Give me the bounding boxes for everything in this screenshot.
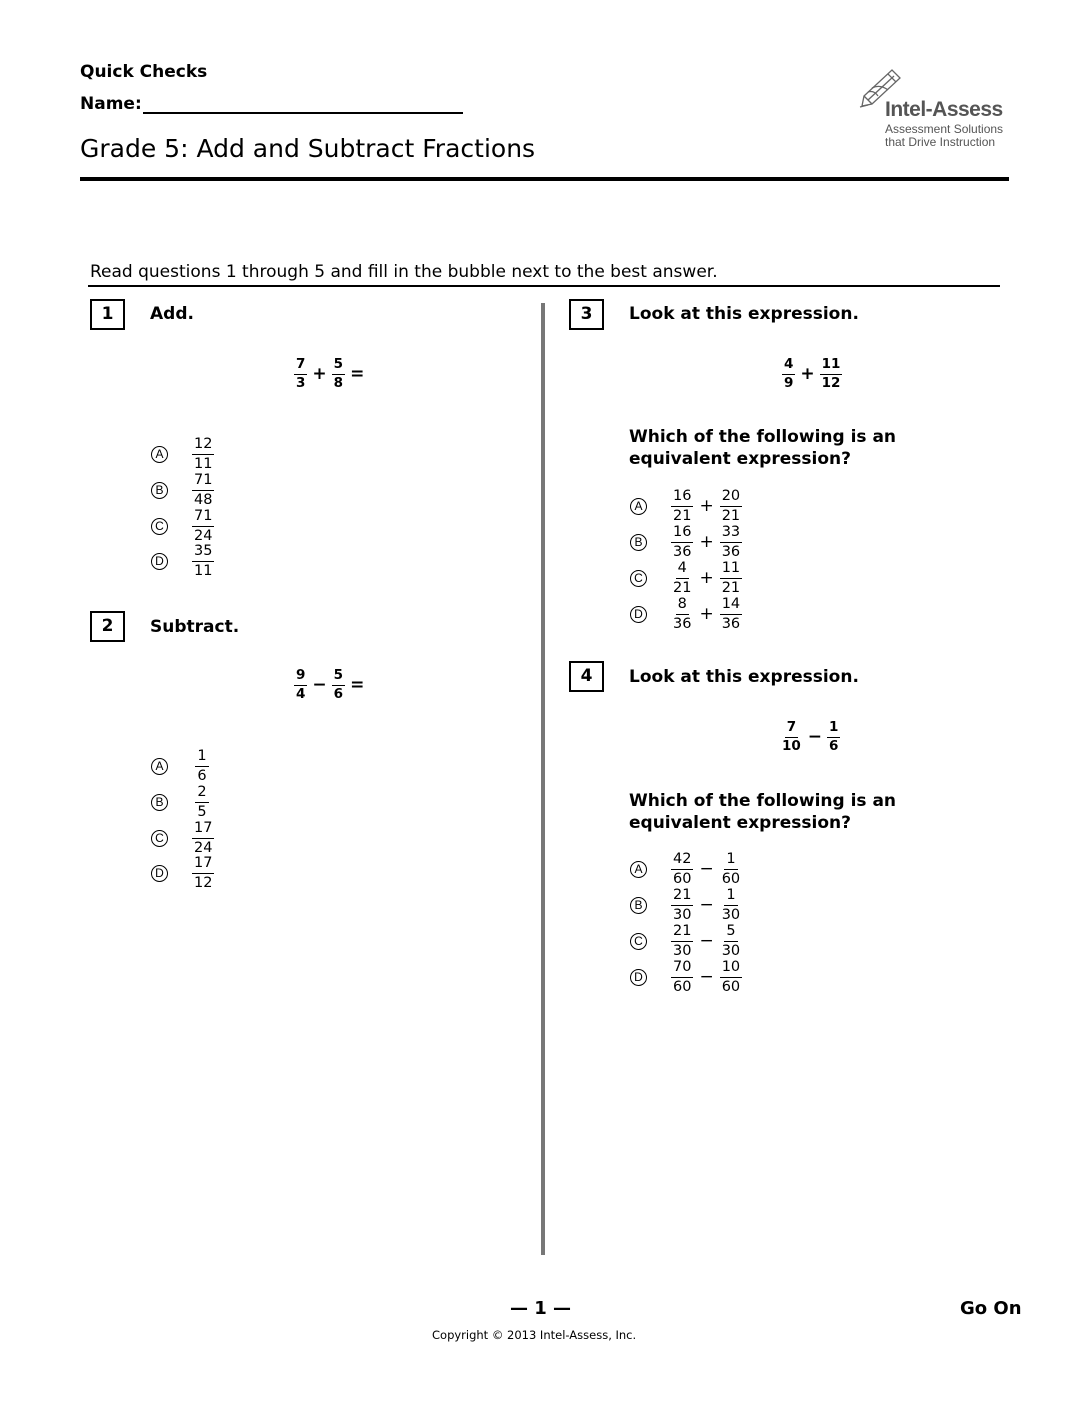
subprompt-line: equivalent expression? [629, 813, 851, 833]
bubble-c[interactable]: C [151, 830, 168, 847]
answer-fraction: $\frac{12}{11}$ [194, 436, 213, 472]
answer-option-c[interactable] [151, 821, 214, 855]
bubble-a[interactable]: A [151, 446, 168, 463]
fraction: $\frac{9}{4}$ [296, 667, 306, 702]
header-divider [80, 177, 1009, 181]
answer-fraction: $\frac{16}{21}$ [673, 488, 692, 524]
fraction: $\frac{4}{9}$ [784, 356, 794, 391]
column-divider [541, 303, 545, 1255]
bubble-d[interactable]: D [151, 865, 168, 882]
question-prompt: Look at this expression. [629, 667, 859, 687]
answer-option-b[interactable] [630, 525, 742, 559]
subprompt-line: equivalent expression? [629, 449, 851, 469]
subprompt-line: Which of the following is an [629, 427, 897, 447]
answer-fraction: $\frac{20}{21}$ [721, 488, 741, 524]
question-prompt: Subtract. [150, 617, 240, 637]
question-number: 1 [90, 299, 125, 330]
answer-fraction: $\frac{33}{36}$ [721, 524, 741, 560]
answer-fraction: $\frac{71}{48}$ [194, 472, 213, 508]
answer-option-c[interactable] [151, 509, 214, 543]
answer-fraction: $\frac{1}{30}$ [721, 887, 741, 923]
bubble-a[interactable]: A [151, 758, 168, 775]
operator: + [699, 496, 714, 516]
answer-option-a[interactable] [630, 489, 742, 523]
fraction: $\frac{5}{6}$ [333, 667, 344, 702]
answer-fraction: $\frac{42}{60}$ [673, 851, 692, 887]
question-subprompt [629, 790, 896, 834]
copyright: Copyright © 2013 Intel-Assess, Inc. [432, 1328, 637, 1342]
operator: + [800, 364, 815, 384]
operator: − [699, 895, 714, 915]
operator: − [699, 967, 714, 987]
operator: − [312, 675, 327, 695]
answer-fraction: $\frac{2}{5}$ [197, 784, 207, 820]
answer-option-b[interactable] [630, 888, 742, 922]
answer-option-c[interactable] [630, 561, 742, 595]
fraction: $\frac{1}{6}$ [829, 719, 839, 754]
answer-fraction: $\frac{17}{24}$ [194, 820, 213, 856]
fraction: $\frac{7}{3}$ [296, 356, 306, 391]
answer-fraction: $\frac{5}{30}$ [721, 923, 741, 959]
equals-sign: = [350, 364, 365, 384]
operator: + [699, 532, 714, 552]
bubble-d[interactable]: D [630, 969, 647, 986]
answer-fraction: $\frac{1}{60}$ [721, 851, 741, 887]
answer-fraction: $\frac{35}{11}$ [194, 543, 213, 579]
bubble-c[interactable]: C [630, 933, 647, 950]
bubble-c[interactable]: C [151, 518, 168, 535]
answer-option-a[interactable] [630, 852, 742, 886]
answer-option-a[interactable] [151, 437, 214, 471]
answer-fraction: $\frac{71}{24}$ [194, 508, 213, 544]
answer-fraction: $\frac{21}{30}$ [673, 887, 692, 923]
logo-name: Intel-Assess [885, 98, 1003, 121]
answer-option-d[interactable] [630, 960, 742, 994]
operator: − [699, 931, 714, 951]
operator: − [807, 727, 823, 747]
question-subprompt [629, 426, 896, 470]
bubble-a[interactable]: A [630, 861, 647, 878]
bubble-b[interactable]: B [630, 897, 647, 914]
name-blank-line[interactable] [143, 94, 463, 114]
logo-tagline-1: Assessment Solutions [885, 122, 1004, 136]
page-number: — 1 — [510, 1298, 572, 1319]
answer-fraction: $\frac{10}{60}$ [721, 959, 741, 995]
instructions: Read questions 1 through 5 and fill in the bubble next to the best answer. [90, 262, 718, 282]
answer-option-d[interactable] [151, 856, 214, 890]
bubble-b[interactable]: B [151, 482, 168, 499]
operator: + [699, 568, 714, 588]
answer-fraction: $\frac{14}{36}$ [721, 596, 741, 632]
bubble-c[interactable]: C [630, 570, 647, 587]
name-label: Name: [80, 94, 142, 114]
answer-fraction: $\frac{16}{36}$ [673, 524, 692, 560]
answer-fraction: $\frac{17}{12}$ [194, 855, 213, 891]
question-prompt: Add. [150, 304, 194, 324]
fraction: $\frac{5}{8}$ [333, 356, 344, 391]
operator: + [312, 364, 327, 384]
bubble-d[interactable]: D [151, 553, 168, 570]
operator: + [699, 604, 714, 624]
answer-option-b[interactable] [151, 785, 212, 819]
answer-fraction: $\frac{70}{60}$ [673, 959, 692, 995]
answer-option-c[interactable] [630, 924, 742, 958]
intel-assess-logo [852, 62, 1012, 152]
equals-sign: = [350, 675, 365, 695]
bubble-a[interactable]: A [630, 498, 647, 515]
page-header [0, 0, 1088, 200]
page-title: Grade 5: Add and Subtract Fractions [80, 134, 536, 163]
answer-option-d[interactable] [151, 544, 214, 578]
name-field [80, 94, 463, 114]
answer-option-a[interactable] [151, 749, 212, 783]
question-number: 4 [569, 661, 604, 692]
answer-fraction: $\frac{4}{21}$ [673, 560, 692, 596]
subprompt-line: Which of the following is an [629, 791, 897, 811]
instructions-divider [88, 285, 1000, 287]
question-number: 2 [90, 611, 125, 642]
fraction: $\frac{7}{10}$ [782, 719, 801, 754]
question-number: 3 [569, 299, 604, 330]
question-expression [782, 358, 842, 390]
operator: − [699, 859, 714, 879]
bubble-b[interactable]: B [630, 534, 647, 551]
question-expression [780, 721, 840, 753]
answer-option-b[interactable] [151, 473, 214, 507]
go-on-label: Go On [960, 1298, 1022, 1319]
answer-fraction: $\frac{8}{36}$ [673, 596, 692, 632]
question-expression [294, 669, 369, 701]
bubble-b[interactable]: B [151, 794, 168, 811]
logo-tagline-2: that Drive Instruction [885, 135, 996, 149]
series-title: Quick Checks [80, 62, 208, 82]
answer-fraction: $\frac{21}{30}$ [673, 923, 692, 959]
question-prompt: Look at this expression. [629, 304, 859, 324]
question-expression [294, 358, 369, 390]
bubble-d[interactable]: D [630, 606, 647, 623]
answer-fraction: $\frac{1}{6}$ [197, 748, 207, 784]
fraction: $\frac{11}{12}$ [821, 356, 841, 391]
answer-option-d[interactable] [630, 597, 742, 631]
answer-fraction: $\frac{11}{21}$ [721, 560, 741, 596]
